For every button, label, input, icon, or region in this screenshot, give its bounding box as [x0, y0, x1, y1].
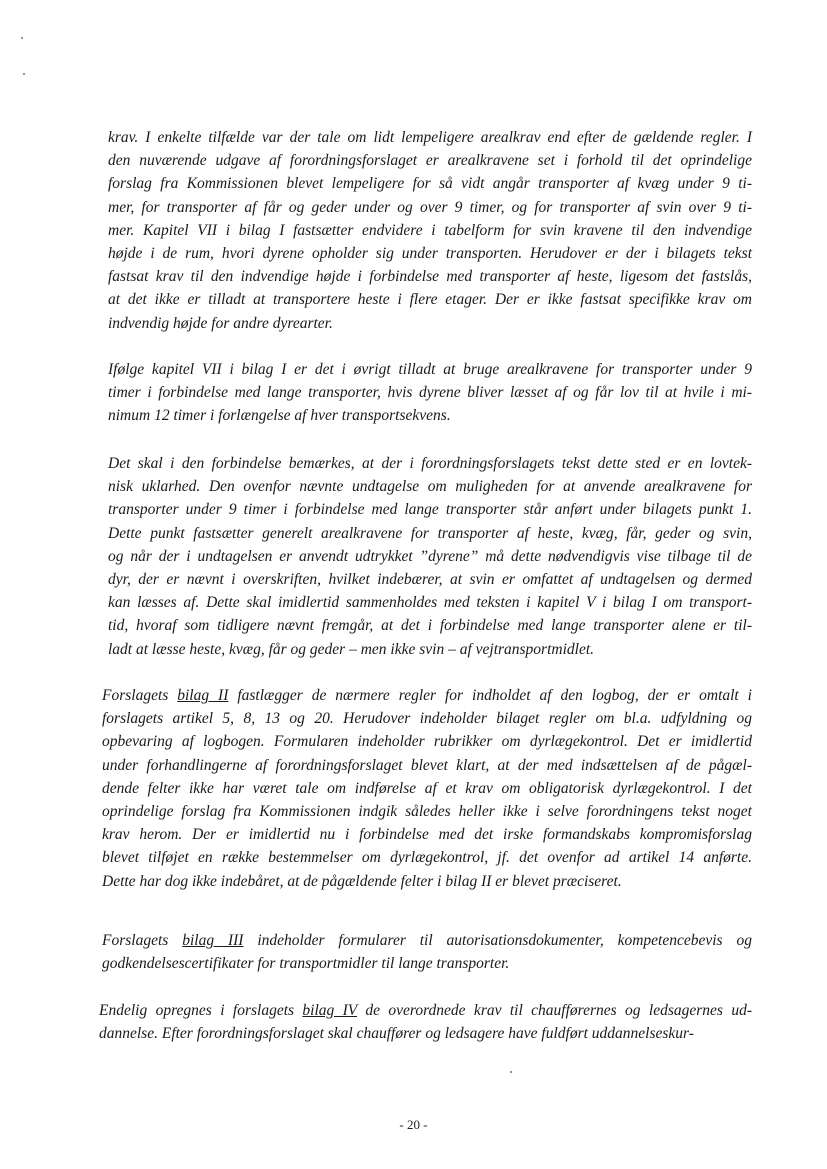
- scan-speck: [23, 73, 25, 75]
- paragraph-annex-iii: [102, 929, 752, 975]
- text-line: mer, for transporter af får og geder under og over 9 timer, og for transporter af svin over 9 ti-: [108, 198, 752, 216]
- annex-reference: bilag IV: [302, 1002, 357, 1019]
- text-run: Endelig opregnes i forslagets: [99, 1002, 303, 1019]
- text-run: Forslagets: [102, 932, 183, 949]
- text-line: indvendig højde for andre dyrearter.: [108, 314, 333, 332]
- text-line: fastsat krav til den indvendige højde i forbindelse med transporter af heste, ligesom det fastslås,: [108, 268, 752, 286]
- text-line: at det ikke er tilladt at transportere heste i flere etager. Der er ikke fastsat specifikke krav om: [108, 291, 752, 309]
- text-line: [99, 999, 752, 1022]
- text-line: under forhandlingerne af forordningsforslaget blevet klart, at der med indsættelsen af de pågæl-: [102, 756, 752, 774]
- text-line: nimum 12 timer i forlængelse af hver transportsekvens.: [108, 407, 451, 425]
- text-line: blevet tilføjet en række bestemmelser om dyrlægekontrol, jf. det ovenfor ad artikel 14 anførte.: [102, 849, 752, 867]
- text-line: mer. Kapitel VII i bilag I fastsætter endvidere i tabelform for svin kravene til den indvendige: [108, 221, 752, 239]
- text-line: oprindelige forslag fra Kommissionen indgik således heller ikke i selve forordningens tekst noget: [102, 803, 752, 821]
- text-line: [102, 684, 752, 707]
- text-run: Forslagets: [102, 687, 178, 704]
- text-line: Ifølge kapitel VII i bilag I er det i øvrigt tilladt at bruge arealkravene for transporter under 9: [108, 361, 752, 378]
- page-number: - 20 -: [399, 1117, 428, 1132]
- text-line: godkendelsescertifikater for transportmidler til lange transporter.: [102, 955, 510, 973]
- text-line: kan læsses af. Dette skal imidlertid sammenholdes med teksten i kapitel V i bilag I om transport-: [108, 594, 752, 612]
- text-line: højde i de rum, hvori dyrene opholder sig under transporten. Herudover er der i bilagets tekst: [108, 245, 752, 263]
- text-line: forslag fra Kommissionen blevet lempeligere for så vidt angår transporter af kvæg under 9 ti-: [108, 175, 752, 193]
- text-line: nisk uklarhed. Den ovenfor nævnte undtagelse om muligheden for at anvende arealkravene for: [108, 478, 752, 496]
- text-line: krav. I enkelte tilfælde var der tale om lidt lempeligere arealkrav end efter de gældende regler. I: [108, 129, 752, 146]
- text-line: forslagets artikel 5, 8, 13 og 20. Herudover indeholder bilaget regler om bl.a. udfyldning og: [102, 710, 752, 728]
- text-line: opbevaring af logbogen. Formularen indeholder rubrikker om dyrlægekontrol. Det er imidlertid: [102, 733, 752, 751]
- text-line: transporter under 9 timer i forbindelse med lange transporter står anført under bilagets punkt 1.: [108, 501, 752, 519]
- text-run: indeholder formularer til autorisationsdokumenter, kompetencebevis og: [243, 932, 752, 949]
- text-line: Dette punkt fastsætter generelt arealkravene for transporter af heste, kvæg, får, geder og svin,: [108, 524, 752, 542]
- scan-speck: [510, 1071, 512, 1073]
- text-line: ladt at læsse heste, kvæg, får og geder – men ikke svin – af vejtransportmidlet.: [108, 640, 595, 658]
- text-line: dannelse. Efter forordningsforslaget skal chauffører og ledsagere have fuldført uddannelseskur-: [99, 1025, 694, 1043]
- text-run: fastlægger de nærmere regler for indholdet af den logbog, der er omtalt i: [228, 687, 752, 704]
- text-line: dende felter ikke har været tale om indførelse af et krav om obligatorisk dyrlægekontrol. I det: [102, 779, 752, 797]
- text-line: Det skal i den forbindelse bemærkes, at der i forordningsforslagets tekst dette sted er en lovtek-: [108, 455, 752, 472]
- annex-reference: bilag III: [182, 932, 244, 949]
- text-line: Dette har dog ikke indebåret, at de pågældende felter i bilag II er blevet præciseret.: [102, 872, 622, 890]
- text-run: de overordnede krav til chaufførernes og ledsagernes ud-: [357, 1002, 752, 1019]
- text-line: og når der i undtagelsen er anvendt udtrykket ”dyrene” må dette nødvendigvis vise tilbage til de: [108, 547, 752, 565]
- text-line: [102, 929, 752, 952]
- text-line: timer i forbindelse med lange transporter, hvis dyrene bliver læsset af og får lov til at hvile i mi-: [108, 384, 752, 402]
- text-line: den nuværende udgave af forordningsforslaget er arealkravene set i forhold til det oprindelige: [108, 152, 752, 170]
- paragraph-annex-iv: [99, 999, 752, 1045]
- annex-reference: bilag II: [177, 687, 229, 704]
- paragraph-chapter-vii: [108, 358, 752, 428]
- text-line: krav herom. Der er imidlertid nu i forbindelse med det irske formandskabs kompromisforslag: [102, 826, 752, 844]
- text-line: tid, hvoraf som tidligere nævnt fremgår, at det i forbindelse med lange transporter alene er til-: [108, 617, 752, 635]
- paragraph-legal-ambiguity: [108, 452, 752, 661]
- paragraph-annex-ii: [102, 684, 752, 893]
- paragraph-area-requirements: [108, 126, 752, 335]
- text-line: dyr, der er nævnt i overskriften, hvilket indebærer, at svin er omfattet af undtagelsen og dermed: [108, 571, 752, 589]
- scan-speck: [21, 37, 23, 39]
